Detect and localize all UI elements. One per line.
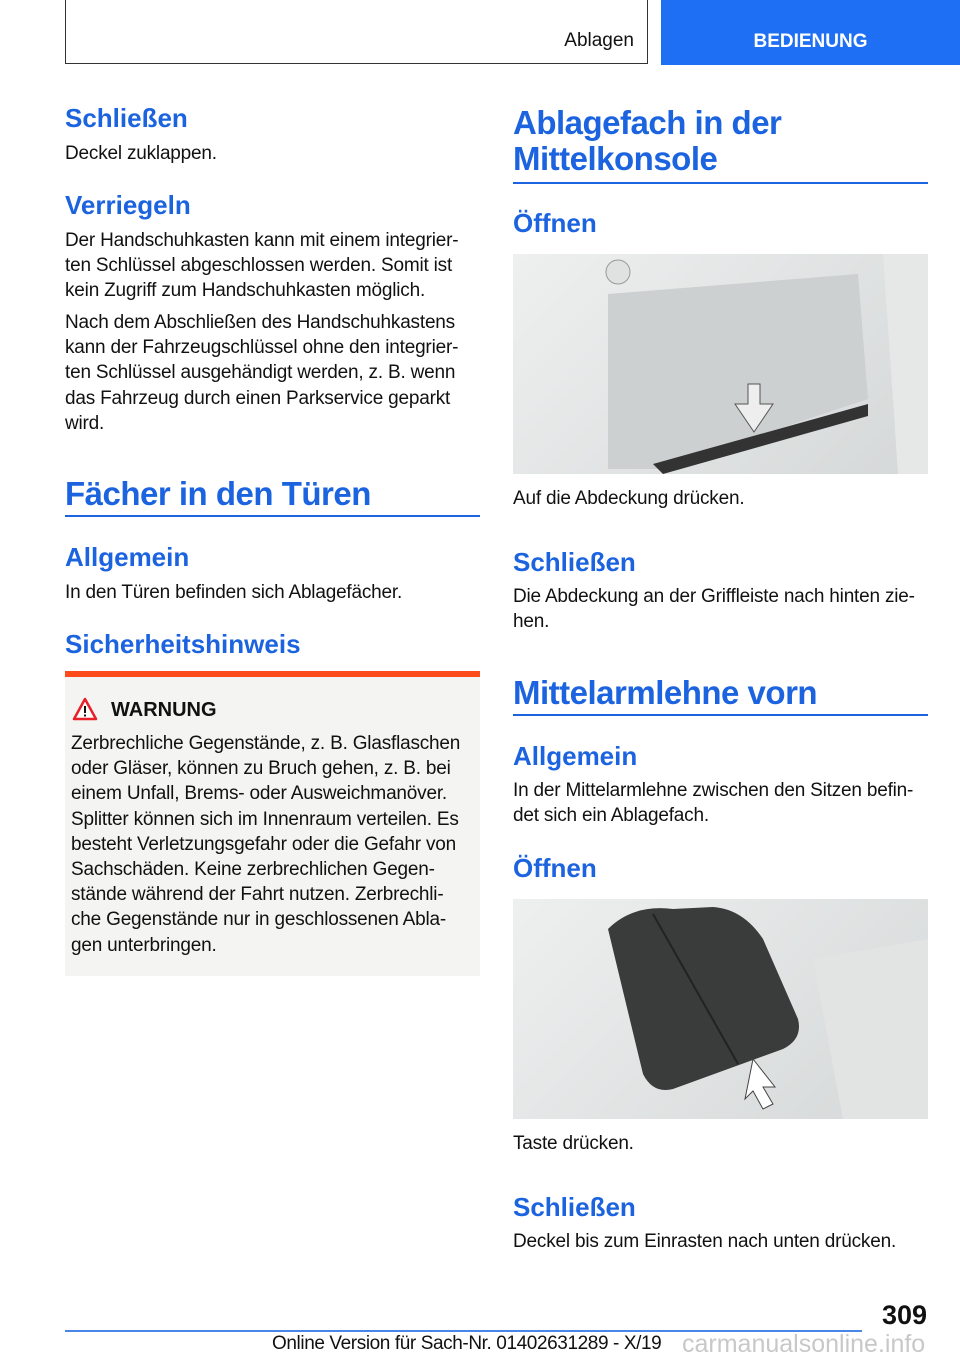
caption-oeffnen: Auf die Abdeckung drücken. — [513, 488, 745, 509]
heading-verriegeln: Verriegeln — [65, 190, 191, 220]
text-schliessen: Deckel zuklappen. — [65, 143, 217, 164]
heading-ablagefach: Ablagefach in der Mittelkonsole — [513, 104, 782, 177]
text-verriegeln-2: Nach dem Abschließen des Handschuhkastens kann der Fahrzeugschlüssel ohne den integrier- ten Schlüssel ausgehändigt werden, z. B. wenn das Fahrzeug durch einen Parkservice geparkt wird. — [65, 312, 459, 434]
heading-oeffnen: Öffnen — [513, 208, 597, 238]
armrest-image — [513, 899, 928, 1119]
text-allgemein: In der Mittelarmlehne zwischen den Sitzen befin- det sich ein Ablagefach. — [513, 780, 914, 827]
divider — [65, 515, 480, 517]
warning-text: Zerbrechliche Gegenstände, z. B. Glasflaschen oder Gläser, können zu Bruch gehen, z. B. bei einem Unfall, Brems- oder Ausweichmanöver. Splitter können sich im Innenraum verteilen. Es besteht Verletzungsgefahr oder die Gefahr von Sachschäden. Keine zerbrechlichen Gegen- stände während der Fahrt nutzen. Zerbrechli- che Gegenstände nur in geschlossenen Abla- gen unterbringen. — [71, 733, 461, 956]
console-compartment-image — [513, 254, 928, 474]
heading-allgemein: Allgemein — [513, 741, 638, 771]
heading-mittelarmlehne: Mittelarmlehne vorn — [513, 674, 818, 711]
heading-allgemein: Allgemein — [65, 542, 190, 572]
section-title: Ablagen — [564, 30, 634, 51]
warning-triangle-icon — [72, 697, 98, 721]
text-schliessen: Die Abdeckung an der Griffleiste nach hinten zie- hen. — [513, 586, 915, 633]
heading-faecher: Fächer in den Türen — [65, 475, 371, 512]
console-illustration — [513, 254, 928, 474]
footer-online-version: Online Version für Sach-Nr. 01402631289 - X/19 — [272, 1333, 662, 1354]
armrest-illustration — [513, 899, 928, 1119]
text-schliessen-2: Deckel bis zum Einrasten nach unten drücken. — [513, 1231, 897, 1252]
heading-sicherheitshinweis: Sicherheitshinweis — [65, 629, 301, 659]
warning-label: WARNUNG — [111, 699, 217, 721]
chapter-tab[interactable]: BEDIENUNG — [661, 0, 960, 65]
heading-oeffnen: Öffnen — [513, 853, 597, 883]
heading-schliessen-2: Schließen — [513, 1192, 636, 1222]
page-number: 309 — [881, 1300, 927, 1330]
warning-box — [65, 671, 480, 976]
heading-schliessen: Schließen — [65, 103, 188, 133]
text-allgemein: In den Türen befinden sich Ablagefächer. — [65, 582, 403, 603]
heading-schliessen: Schließen — [513, 547, 636, 577]
divider — [513, 182, 928, 184]
caption-oeffnen-2: Taste drücken. — [513, 1133, 634, 1154]
header-frame — [65, 0, 648, 64]
divider — [513, 714, 928, 716]
watermark: carmanualsonline.info — [682, 1330, 926, 1358]
text-verriegeln-1: Der Handschuhkasten kann mit einem integrier- ten Schlüssel abgeschlossen werden. Somit ist kein Zugriff zum Handschuhkasten möglich. — [65, 230, 459, 302]
